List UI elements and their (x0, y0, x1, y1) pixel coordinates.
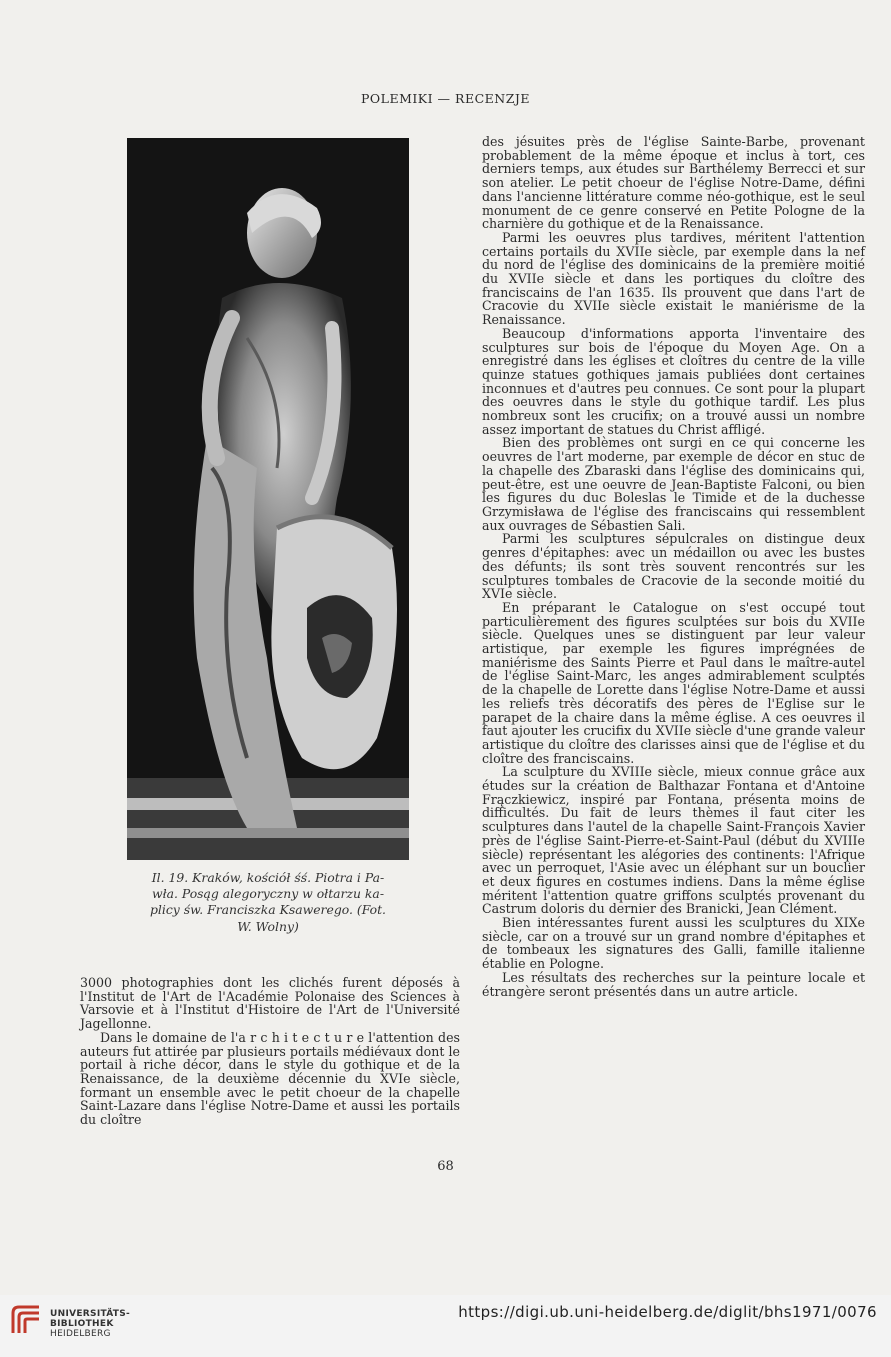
paragraph: Bien des problèmes ont surgi en ce qui concerne les oeuvres de l'art moderne, par exemple de décor en stuc de la chapelle des Zbaraski dans l'église des dominicains qui, peut-être, est une oeuvre de Jean-Baptiste Falconi, ou bien les figures du duc Boleslas le Timide et de la duchesse Grzymisława de l'église des franciscains qui ressemblent aux ouvrages de Sébastien Sali. (482, 435, 865, 533)
right-column-text (482, 135, 865, 998)
paragraph: Parmi les oeuvres plus tardives, méritent l'attention certains portails du XVIIe siècle, par exemple dans la nef du nord de l'église des dominicains de la première moitié du XVIIe siècle et dans les portiques du cloître des franciscains de l'an 1635. Ils prouvent que dans l'art de Cracovie du XVIIe siècle existait le maniérisme de la Renaissance. (482, 229, 865, 328)
paragraph: 3000 photographies dont les clichés furent déposés à l'Institut de l'Art de l'Académie Polonaise des Sciences à Varsovie et à l'Institut d'Histoire de l'Art de l'Université Jagellonne. (80, 975, 460, 1032)
figure-caption (127, 870, 409, 935)
library-logo-text[interactable] (50, 1309, 130, 1339)
caption-line: plicy św. Franciszka Ksawerego. (Fot. (150, 902, 386, 918)
logo-line: HEIDELBERG (50, 1329, 111, 1339)
paragraph: Beaucoup d'informations apporta l'inventaire des sculptures sur bois de l'époque du Moyen Age. On a enregistré dans les églises et cloîtres du centre de la ville quinze statues gothiques jamais publiées dont certaines inconnues et d'autres peu connues. Ce sont pour la plupart des oeuvres dans le style du gothique tardif. Les plus nombreux sont les crucifix; on a trouvé aussi un nombre assez important de statues du Christ affligé. (482, 325, 865, 437)
logo-line: BIBLIOTHEK (50, 1319, 114, 1329)
university-library-logo-icon[interactable] (9, 1303, 45, 1339)
page-number: 68 (437, 1159, 454, 1174)
paragraph: La sculpture du XVIIIe siècle, mieux connue grâce aux études sur la création de Balthazar Fontana et d'Antoine Frączkiewicz, inspiré par Fontana, présenta moins de difficultés. Du fait de leurs thèmes il faut citer les sculptures dans l'autel de la chapelle Saint-François Xavier près de l'église Saint-Pierre-et-Saint-Paul (début du XVIIIe siècle) représentant les alégories des continents: l'Afrique avec un perroquet, l'Asie avec un éléphant sur un bouclier et deux figures en costumes indiens. Dans la même église méritent l'attention quatre griffons sculptés provenant du Castrum doloris du dernier des Branicki, Jean Clément. (482, 764, 865, 917)
paragraph: En préparant le Catalogue on s'est occupé tout particulièrement des figures sculptées sur bois du XVIIe siècle. Quelques unes se distinguent par leur valeur artistique, par exemple les figures imprégnées de maniérisme des Saints Pierre et Paul dans le maître-autel de l'église Saint-Marc, les anges admirablement sculptés de la chapelle de Lorette dans l'église Notre-Dame et aussi les reliefs très décoratifs des pères de l'Eglise sur le parapet de la chaire dans la même église. A ces oeuvres il faut ajouter les crucifix du XVIIe siècle d'une grande valeur artistique du cloître des clarisses ainsi que de l'église et du cloître des franciscains. (482, 599, 865, 766)
viewer-footer (0, 1295, 891, 1357)
caption-line: W. Wolny) (237, 918, 299, 934)
statue-photo-illustration (127, 138, 409, 860)
caption-line: wła. Posąg alegoryczny w ołtarzu ka- (151, 886, 385, 902)
logo-line: UNIVERSITÄTS- (50, 1309, 131, 1319)
running-header: POLEMIKI — RECENZJE (360, 91, 531, 106)
permalink-url[interactable]: https://digi.ub.uni-heidelberg.de/diglit/bhs1971/0076 (458, 1303, 877, 1321)
paragraph: Les résultats des recherches sur la peinture locale et étrangère seront présentés dans un autre article. (482, 969, 865, 999)
figure-photo-statue (127, 138, 409, 860)
paragraph: Bien intéressantes furent aussi les sculptures du XIXe siècle, car on a trouvé sur un grand nombre d'épitaphes et de tombeaux les signatures des Galli, famille italienne établie en Pologne. (482, 915, 865, 972)
caption-line: Il. 19. Kraków, kościół śś. Piotra i Pa- (151, 870, 385, 885)
paragraph: Parmi les sculptures sépulcrales on distingue deux genres d'épitaphes: avec un médaillon ou avec les bustes des défunts; ils sont très souvent rencontrés sur les sculptures tombales de Cracovie de la seconde moitié du XVIe siècle. (482, 531, 865, 602)
paragraph: Dans le domaine de l'a r c h i t e c t u r e l'attention des auteurs fut attirée par plusieurs portails médiévaux dont le portail à riche décor, dans le style du gothique et de la Renaissance, de la deuxième décennie du XVIe siècle, formant un ensemble avec le petit choeur de la chapelle Saint-Lazare dans l'église Notre-Dame et aussi les portails du cloître (80, 1029, 460, 1128)
left-column-text (80, 976, 460, 1127)
paragraph: des jésuites près de l'église Sainte-Barbe, provenant probablement de la même époque et inclus à tort, ces derniers temps, aux études sur Barthélemy Berrecci et sur son atelier. Le petit choeur de l'église Notre-Dame, défini dans l'ancienne littérature comme néo-gothique, est le seul monument de ce genre conservé en Petite Pologne de la charnière du gothique et de la Renaissance. (482, 134, 865, 232)
